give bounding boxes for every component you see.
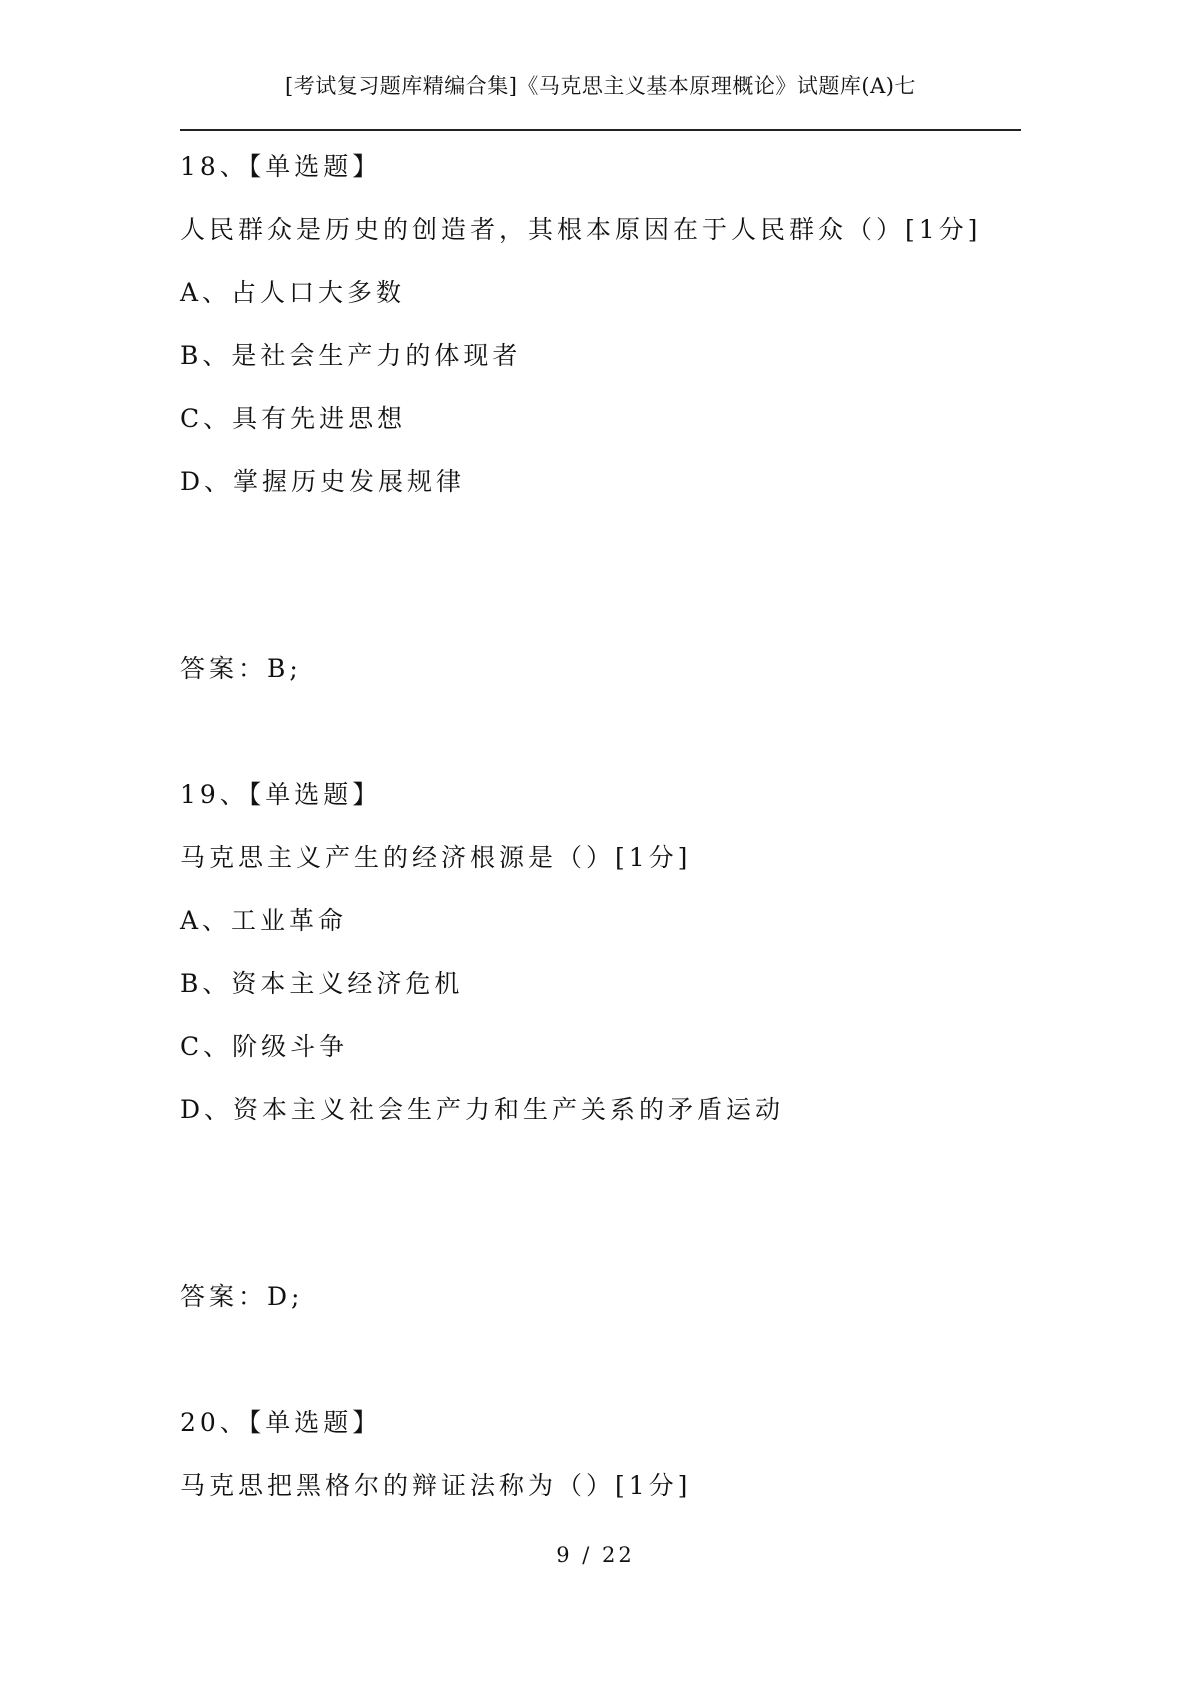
question-19-option-d: D、资本主义社会生产力和生产关系的矛盾运动 (180, 1095, 785, 1124)
page-number: 9 / 22 (556, 1543, 635, 1567)
question-18-option-c: C、具有先进思想 (180, 404, 407, 433)
page-header-title: [考试复习题库精编合集]《马克思主义基本原理概论》试题库(A)七 (285, 74, 916, 98)
question-19-answer: 答案：D; (180, 1282, 304, 1311)
question-20-type: 20、【单选题】 (180, 1408, 382, 1437)
question-19-option-c: C、阶级斗争 (180, 1032, 349, 1061)
question-19-option-a: A、工业革命 (180, 906, 348, 935)
question-18-option-d: D、掌握历史发展规律 (180, 467, 466, 496)
header-divider (180, 129, 1021, 131)
question-19-type: 19、【单选题】 (180, 780, 382, 809)
question-19-option-b: B、资本主义经济危机 (180, 969, 464, 998)
question-18-answer: 答案：B; (180, 654, 302, 683)
question-18-stem: 人民群众是历史的创造者，其根本原因在于人民群众（）[1分] (180, 215, 982, 244)
question-20-stem: 马克思把黑格尔的辩证法称为（）[1分] (180, 1471, 692, 1500)
question-19-stem: 马克思主义产生的经济根源是（）[1分] (180, 843, 692, 872)
question-18-type: 18、【单选题】 (180, 152, 382, 181)
question-18-option-a: A、占人口大多数 (180, 278, 406, 307)
question-18-option-b: B、是社会生产力的体现者 (180, 341, 522, 370)
